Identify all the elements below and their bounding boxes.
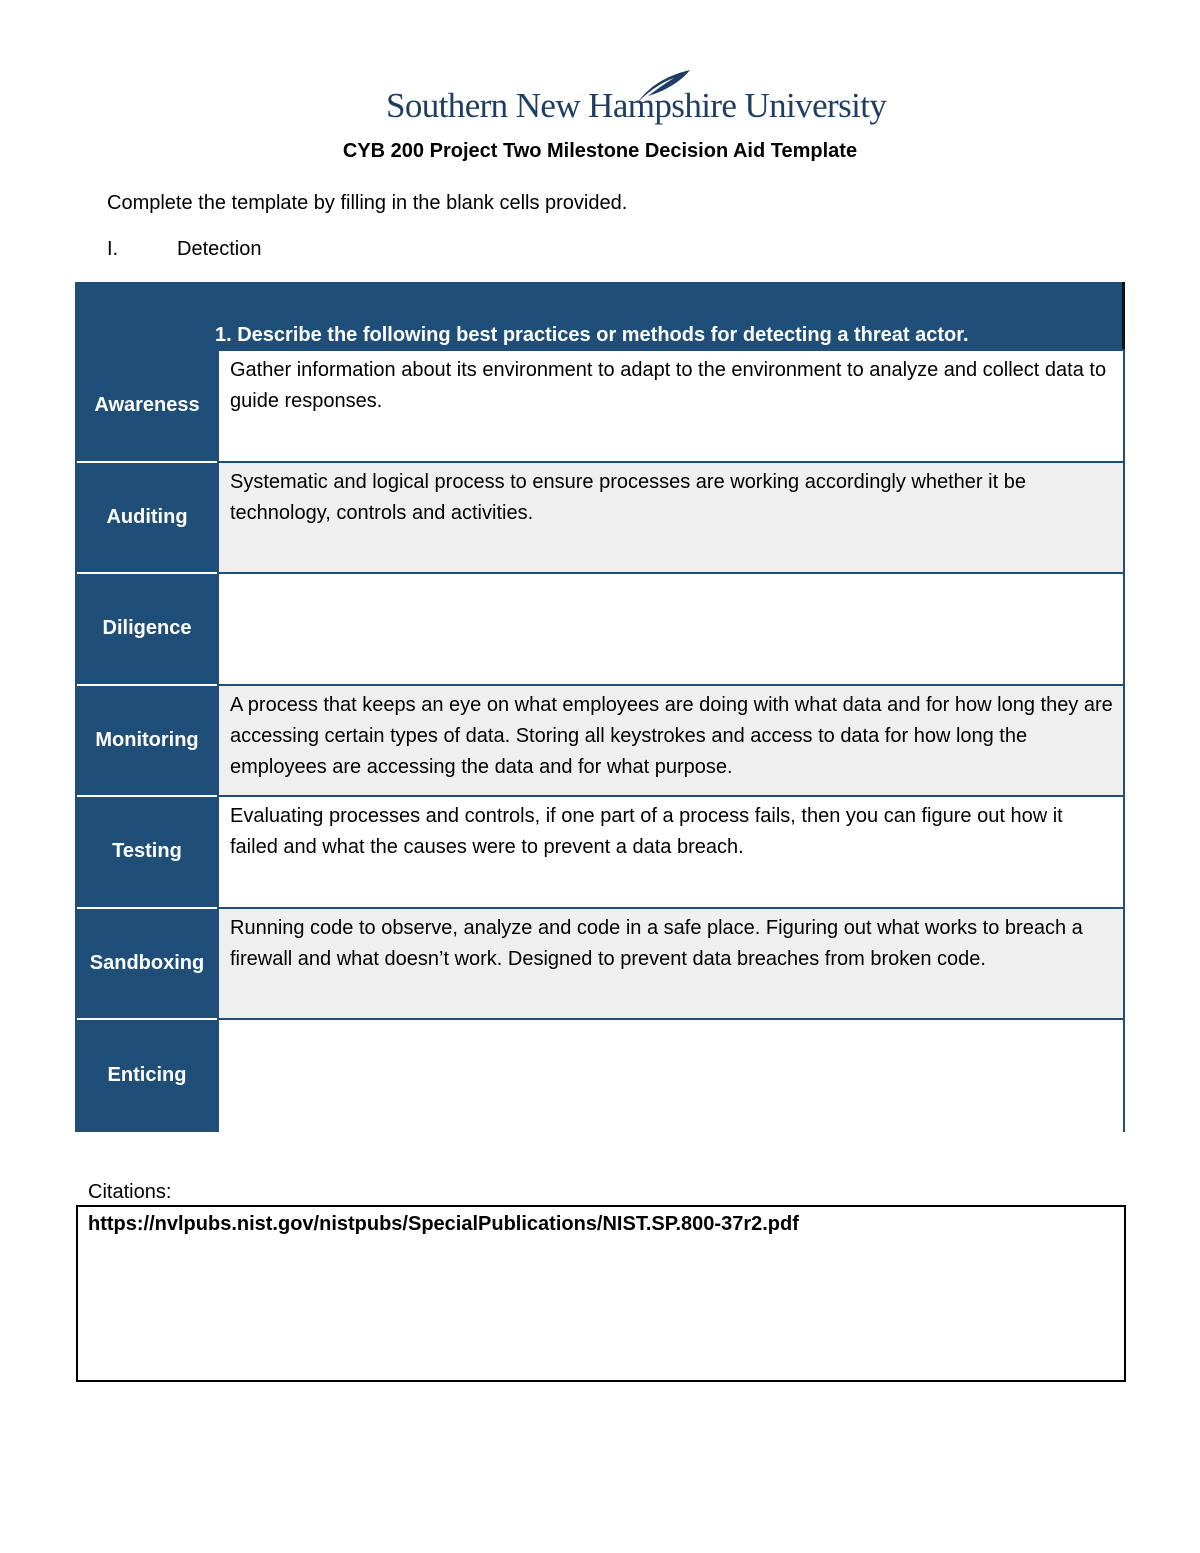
row-label-testing: Testing [77, 797, 217, 909]
table-row [77, 574, 1123, 686]
row-cell-auditing[interactable]: Systematic and logical process to ensure processes are working accordingly whether it be technology, controls and activities. [219, 463, 1123, 573]
logo-wordmark: Southern New Hampshire University [386, 86, 887, 125]
row-cell-monitoring[interactable]: A process that keeps an eye on what employees are doing with what data and for how long they are accessing certain types of data. Storing all keystrokes and access to data for how long the employees are accessing the data and for what purpose. [219, 686, 1123, 796]
citations-label: Citations: [88, 1181, 172, 1203]
instructions-text: Complete the template by filling in the blank cells provided. [107, 192, 628, 214]
row-label-auditing: Auditing [77, 463, 217, 575]
table-header-text: 1. Describe the following best practices or methods for detecting a threat actor. [215, 324, 969, 346]
row-cell-testing[interactable]: Evaluating processes and controls, if one part of a process fails, then you can figure out how it failed and what the causes were to prevent a data breach. [219, 797, 1123, 907]
row-label-diligence: Diligence [77, 574, 217, 686]
table-row [77, 686, 1123, 798]
table-row [77, 463, 1123, 575]
document-title: CYB 200 Project Two Milestone Decision Aid Template [342, 140, 858, 162]
detection-table [75, 282, 1125, 1132]
row-label-monitoring: Monitoring [77, 686, 217, 798]
section-heading [107, 237, 262, 261]
citations-box[interactable] [76, 1205, 1126, 1382]
row-cell-sandboxing[interactable]: Running code to observe, analyze and code in a safe place. Figuring out what works to breach a firewall and what doesn’t work. Designed to prevent data breaches from broken code. [219, 909, 1123, 1019]
row-cell-awareness[interactable]: Gather information about its environment to adapt to the environment to analyze and collect data to guide responses. [219, 351, 1123, 461]
table-row [77, 797, 1123, 909]
table-row [77, 1020, 1123, 1132]
row-label-awareness: Awareness [77, 351, 217, 463]
citation-text: https://nvlpubs.nist.gov/nistpubs/SpecialPublications/NIST.SP.800-37r2.pdf [88, 1213, 799, 1235]
section-number: I. [107, 238, 119, 260]
row-cell-diligence[interactable] [219, 574, 1123, 684]
university-logo [386, 66, 887, 136]
table-body [75, 349, 1125, 1132]
row-label-sandboxing: Sandboxing [77, 909, 217, 1021]
row-cell-enticing[interactable] [219, 1020, 1123, 1132]
table-header [75, 282, 1125, 349]
table-row [77, 351, 1123, 463]
section-title: Detection [177, 238, 262, 260]
row-label-enticing: Enticing [107, 1064, 187, 1087]
table-row [77, 909, 1123, 1021]
